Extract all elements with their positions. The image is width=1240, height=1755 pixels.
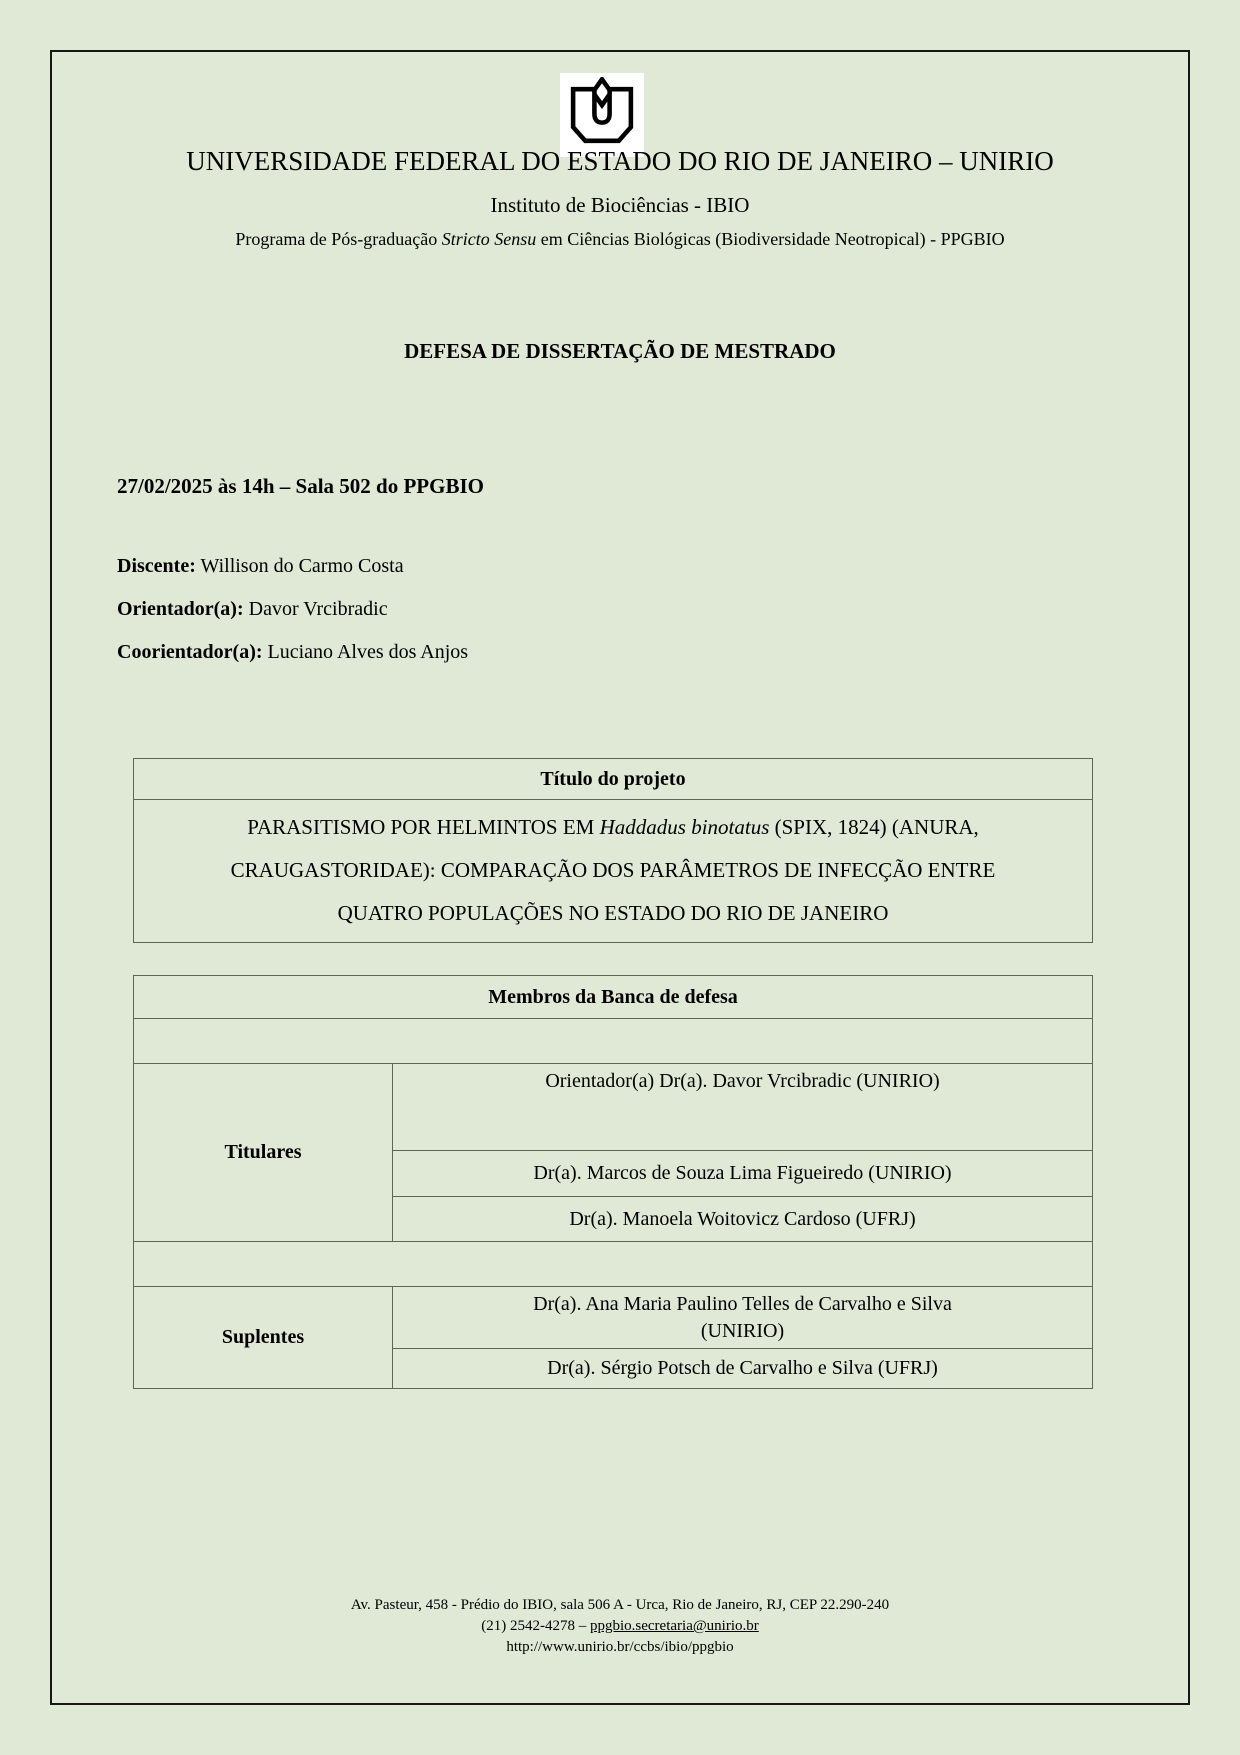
footer-address: Av. Pasteur, 458 - Prédio do IBIO, sala 506 A - Urca, Rio de Janeiro, RJ, CEP 22.290-240 xyxy=(350,1597,890,1613)
session-datetime: 27/02/2025 às 14h – Sala 502 do PPGBIO xyxy=(117,474,484,498)
committee-empty-cell xyxy=(134,1242,1093,1287)
project-title-header-row xyxy=(134,759,1093,800)
committee-empty-row xyxy=(134,1019,1093,1064)
program-suffix: em Ciências Biológicas (Biodiversidade Neotropical) - PPGBIO xyxy=(536,229,1005,249)
committee-header-row xyxy=(134,976,1093,1019)
footer-phone: (21) 2542-4278 – xyxy=(481,1618,590,1634)
titulares-label-cell: Titulares xyxy=(134,1064,393,1242)
species-name-italic: Haddadus binotatus xyxy=(599,815,770,839)
advisor-name: Davor Vrcibradic xyxy=(248,598,388,620)
document-title: DEFESA DE DISSERTAÇÃO DE MESTRADO xyxy=(404,339,836,363)
program-prefix: Programa de Pós-graduação xyxy=(235,229,442,249)
student-line xyxy=(117,555,404,578)
coadvisor-line xyxy=(117,641,468,664)
student-label: Discente: xyxy=(117,555,196,577)
project-title-line2: CRAUGASTORIDAE): COMPARAÇÃO DOS PARÂMETROS DE INFECÇÃO ENTRE xyxy=(230,858,996,882)
program-italic: Stricto Sensu xyxy=(441,229,537,249)
committee-member-line1: Dr(a). Ana Maria Paulino Telles de Carvalho e Silva xyxy=(533,1292,952,1315)
committee-member-line2: (UNIRIO) xyxy=(700,1319,785,1342)
coadvisor-label: Coorientador(a): xyxy=(117,641,263,663)
committee-empty-row xyxy=(134,1242,1093,1287)
footer xyxy=(52,1595,1188,1658)
suplentes-label-cell: Suplentes xyxy=(134,1287,393,1389)
program-name xyxy=(52,229,1188,250)
project-title-line1: PARASITISMO POR HELMINTOS EM Haddadus binotatus (SPIX, 1824) (ANURA, xyxy=(247,815,979,839)
table-row xyxy=(134,1287,1093,1349)
committee-table xyxy=(133,975,1093,1389)
institute-name: Instituto de Biociências - IBIO xyxy=(490,193,750,217)
project-title-header: Título do projeto xyxy=(134,759,1093,800)
project-title-line3: QUATRO POPULAÇÕES NO ESTADO DO RIO DE JANEIRO xyxy=(337,901,889,925)
advisor-label: Orientador(a): xyxy=(117,598,244,620)
committee-empty-cell xyxy=(134,1019,1093,1064)
unirio-logo xyxy=(560,73,644,157)
project-title-table xyxy=(133,758,1093,943)
table-row xyxy=(134,1064,1093,1151)
coadvisor-name: Luciano Alves dos Anjos xyxy=(267,641,469,663)
university-name: UNIVERSIDADE FEDERAL DO ESTADO DO RIO DE JANEIRO – UNIRIO xyxy=(186,146,1054,176)
page-border xyxy=(50,50,1190,1705)
footer-website: http://www.unirio.br/ccbs/ibio/ppgbio xyxy=(506,1639,734,1655)
footer-phone-email xyxy=(52,1616,1188,1637)
committee-member: Dr(a). Marcos de Souza Lima Figueiredo (UNIRIO) xyxy=(393,1151,1093,1197)
advisor-line xyxy=(117,598,388,621)
committee-member: Dr(a). Sérgio Potsch de Carvalho e Silva (UFRJ) xyxy=(393,1349,1093,1389)
committee-member: Orientador(a) Dr(a). Davor Vrcibradic (UNIRIO) xyxy=(393,1064,1093,1151)
project-title-content-row xyxy=(134,800,1093,943)
committee-header: Membros da Banca de defesa xyxy=(134,976,1093,1019)
student-name: Willison do Carmo Costa xyxy=(200,555,404,577)
project-title-text xyxy=(134,800,1093,943)
committee-member: Dr(a). Manoela Woitovicz Cardoso (UFRJ) xyxy=(393,1197,1093,1242)
committee-member xyxy=(393,1287,1093,1349)
unirio-logo-icon xyxy=(564,77,640,153)
email-link[interactable]: ppgbio.secretaria@unirio.br xyxy=(589,1618,759,1634)
